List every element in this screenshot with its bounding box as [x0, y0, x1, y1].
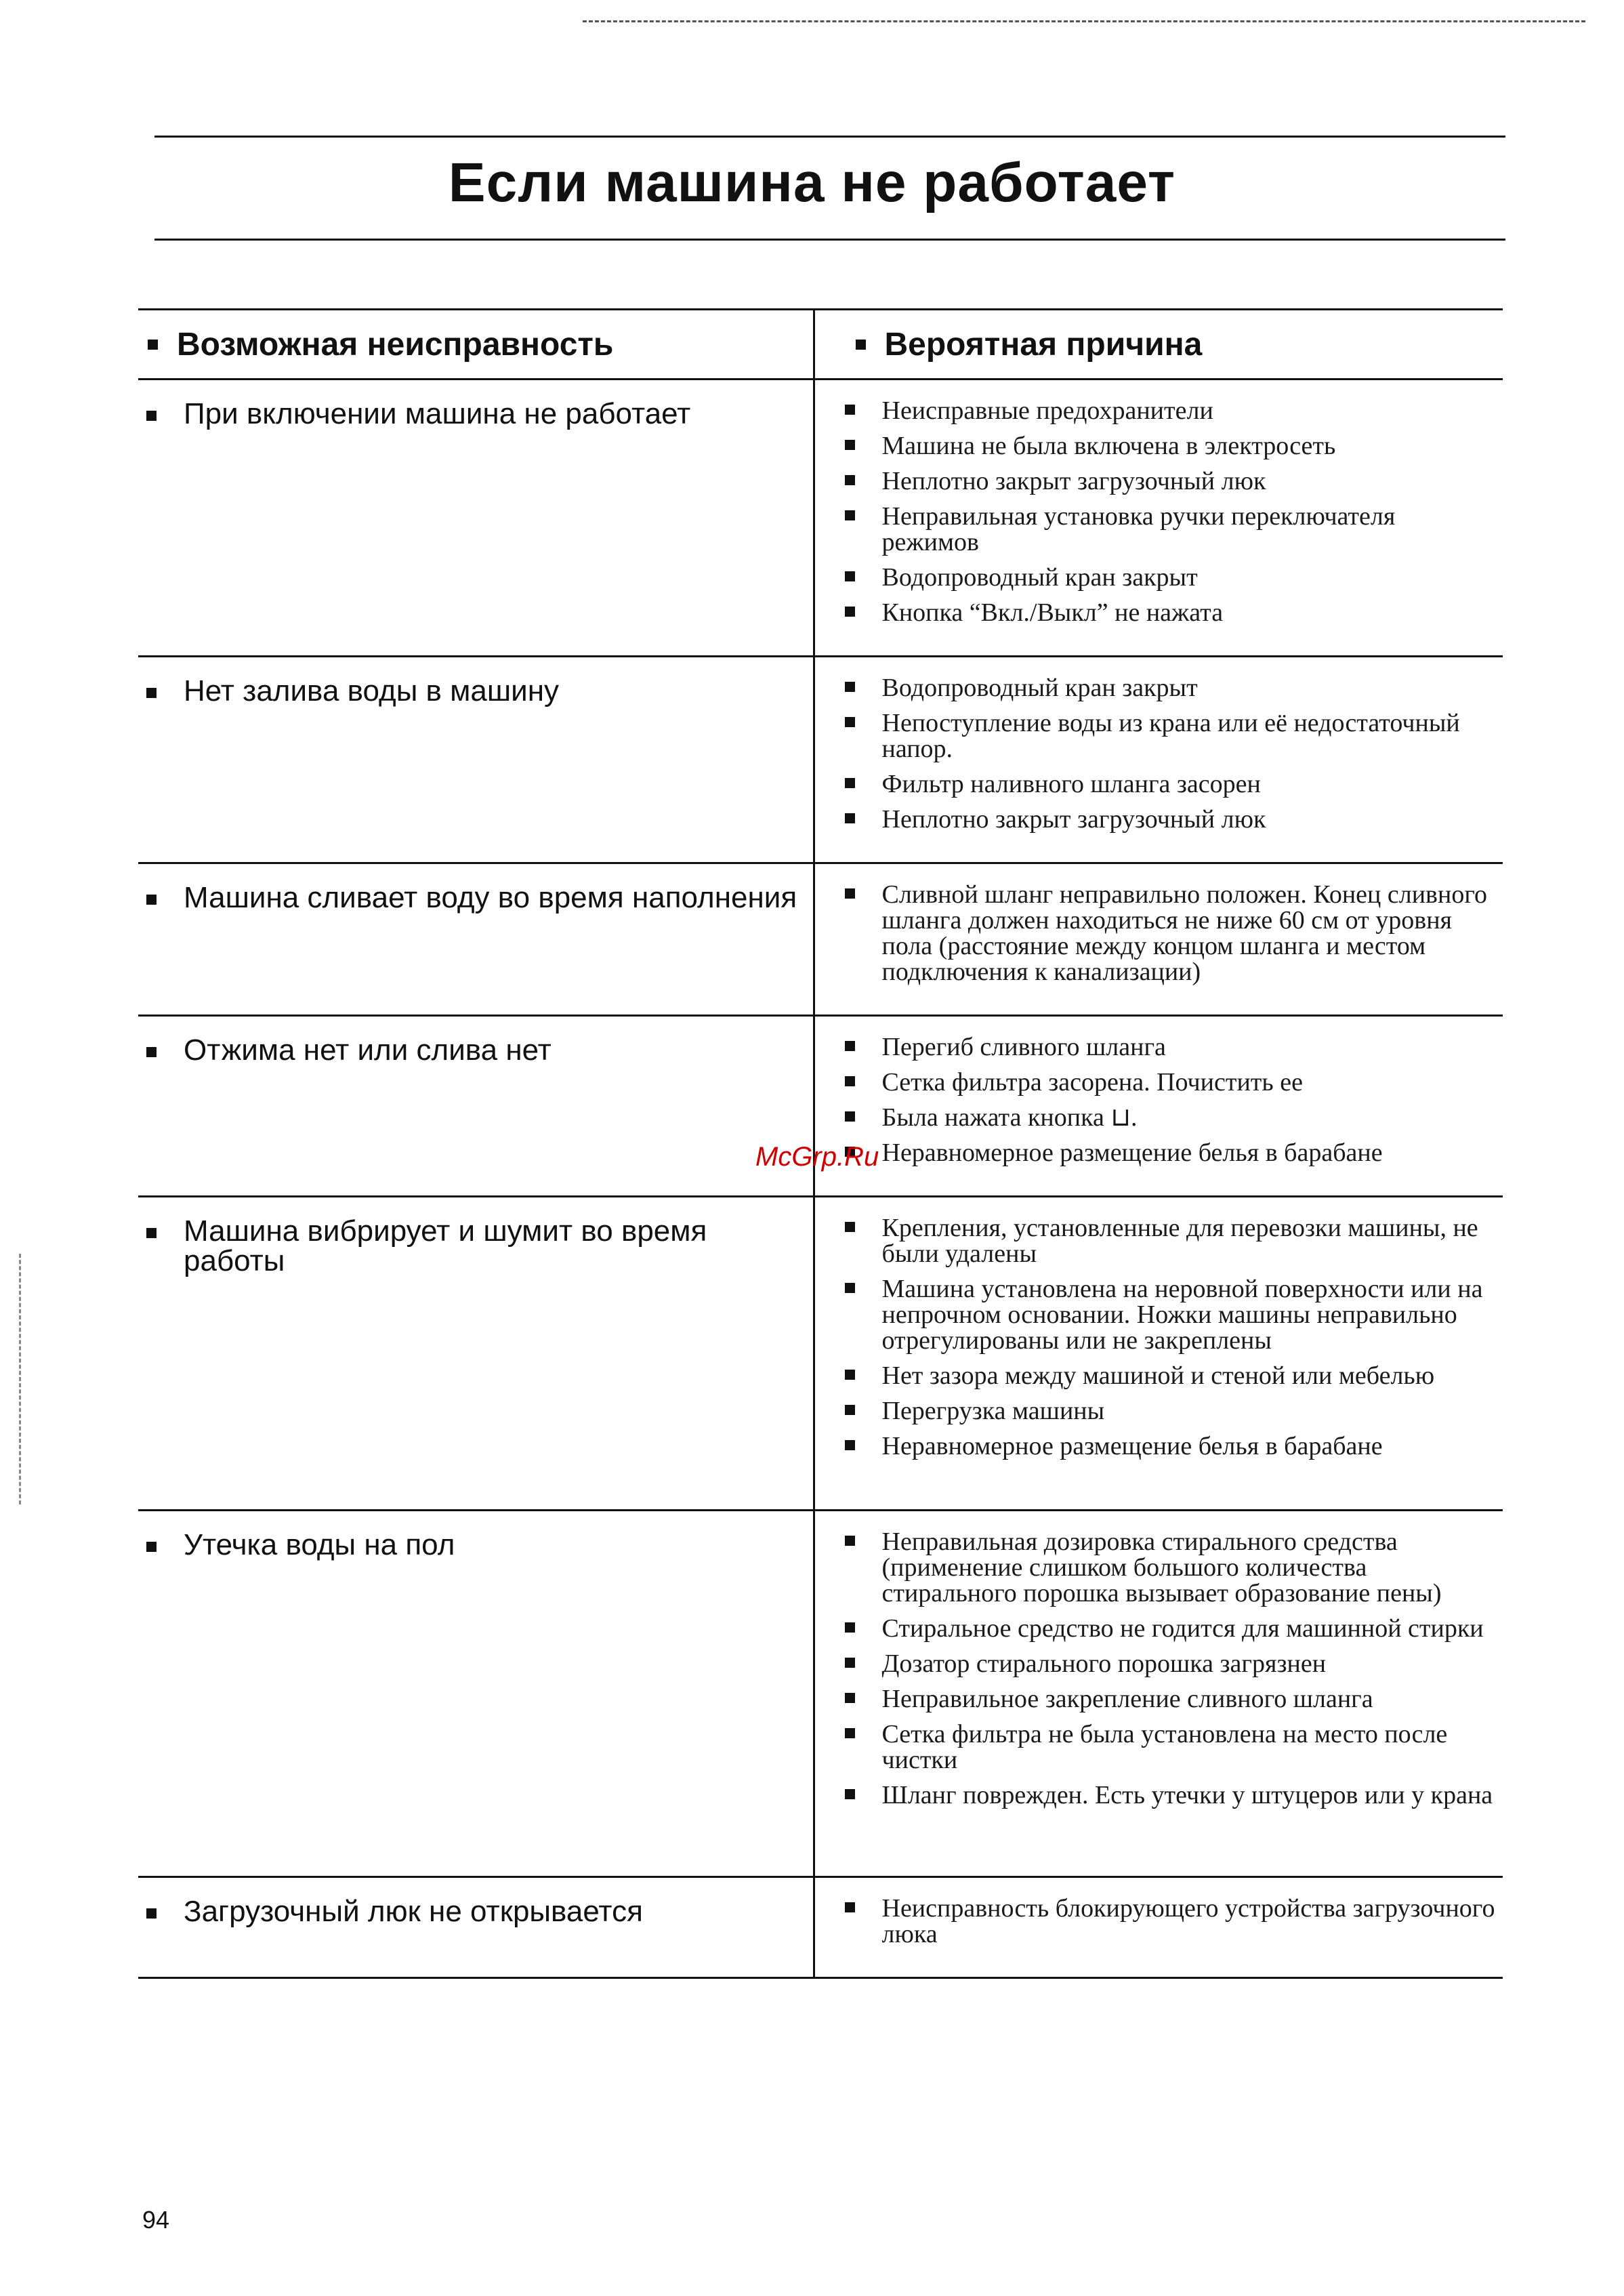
bullet-square-icon: [845, 440, 855, 450]
cause-item: Машина не была включена в электросеть: [845, 433, 1497, 459]
cause-cell: [814, 1016, 1503, 1197]
bullet-square-icon: [845, 1041, 855, 1051]
fault-cell: [138, 863, 814, 1016]
cause-cell: [814, 863, 1503, 1016]
page-number: 94: [142, 2206, 170, 2234]
table-row: [138, 863, 1503, 1016]
cause-item: Водопроводный кран закрыт: [845, 675, 1497, 701]
bullet-square-icon: [146, 1908, 157, 1919]
cause-cell: [814, 657, 1503, 863]
cause-cell: [814, 1197, 1503, 1511]
bullet-square-icon: [856, 340, 866, 350]
cause-item: Крепления, установленные для перевозки машины, не были удалены: [845, 1215, 1497, 1267]
bullet-square-icon: [845, 888, 855, 899]
cause-item: Водопроводный кран закрыт: [845, 565, 1497, 590]
watermark: McGrp.Ru: [755, 1142, 879, 1172]
cause-item: Неравномерное размещение белья в барабане: [845, 1140, 1497, 1166]
table-header-row: [138, 310, 1503, 380]
bullet-square-icon: [845, 682, 855, 692]
bullet-square-icon: [845, 571, 855, 581]
title-rule-bottom: [154, 239, 1505, 241]
fault-cell: [138, 1877, 814, 1978]
table-row: [138, 1511, 1503, 1877]
header-fault-label: Возможная неисправность: [177, 326, 614, 363]
cause-item: Перегрузка машины: [845, 1398, 1497, 1424]
cause-item: Сетка фильтра засорена. Почистить ее: [845, 1069, 1497, 1095]
cause-item: Неисправность блокирующего устройства загрузочного люка: [845, 1895, 1497, 1947]
bullet-square-icon: [845, 1622, 855, 1633]
bullet-square-icon: [845, 1370, 855, 1380]
title-rule-top: [154, 136, 1505, 138]
cause-item: Была нажата кнопка ⊔.: [845, 1105, 1497, 1130]
bullet-square-icon: [146, 1047, 157, 1057]
cause-cell: [814, 1511, 1503, 1877]
fault-cell: [138, 657, 814, 863]
cause-cell: [814, 380, 1503, 657]
fault-cell: [138, 1197, 814, 1511]
bullet-square-icon: [845, 475, 855, 485]
fault-text: При включении машина не работает: [184, 397, 691, 430]
bullet-square-icon: [845, 1693, 855, 1703]
fault-cell: [138, 1511, 814, 1877]
bullet-square-icon: [845, 1076, 855, 1086]
table-row: [138, 380, 1503, 657]
fault-text: Машина вибрирует и шумит во время работы: [184, 1214, 707, 1277]
cause-item: Неравномерное размещение белья в барабане: [845, 1433, 1497, 1459]
cause-item: Сливной шланг неправильно положен. Конец сливного шланга должен находиться не ниже 60 см от уровня пола (расстояние между концом шланга и местом подключения к канализации): [845, 882, 1497, 985]
fault-text: Утечка воды на пол: [184, 1528, 455, 1561]
cause-item: Шланг поврежден. Есть утечки у штуцеров или у крана: [845, 1782, 1497, 1808]
bullet-square-icon: [845, 607, 855, 617]
fault-text: Загрузочный люк не открывается: [184, 1895, 643, 1928]
cause-item: Фильтр наливного шланга засорен: [845, 771, 1497, 797]
bullet-square-icon: [845, 1789, 855, 1799]
page-title: Если машина не работает: [448, 152, 1176, 213]
bullet-square-icon: [845, 717, 855, 727]
binding-marks: [19, 1254, 21, 1504]
bullet-square-icon: [845, 1728, 855, 1738]
bullet-square-icon: [845, 778, 855, 788]
cause-item: Перегиб сливного шланга: [845, 1034, 1497, 1060]
table-row: [138, 1877, 1503, 1978]
fault-text: Нет залива воды в машину: [184, 674, 560, 708]
bullet-square-icon: [146, 895, 157, 905]
bullet-square-icon: [146, 1542, 157, 1552]
fault-text: Отжима нет или слива нет: [184, 1033, 551, 1067]
bullet-square-icon: [845, 1222, 855, 1232]
bullet-square-icon: [845, 405, 855, 415]
cause-item: Нет зазора между машиной и стеной или мебелью: [845, 1363, 1497, 1389]
cause-item: Кнопка “Вкл./Выкл” не нажата: [845, 600, 1497, 626]
bullet-square-icon: [845, 1902, 855, 1912]
bullet-square-icon: [845, 1283, 855, 1293]
fault-text: Машина сливает воду во время наполнения: [184, 881, 797, 914]
bullet-square-icon: [845, 813, 855, 823]
bullet-square-icon: [845, 510, 855, 520]
table-row: [138, 657, 1503, 863]
bullet-square-icon: [845, 1536, 855, 1546]
header-cause-label: Вероятная причина: [884, 326, 1203, 363]
bullet-square-icon: [845, 1440, 855, 1450]
cause-item: Неправильная установка ручки переключателя режимов: [845, 504, 1497, 555]
bullet-square-icon: [845, 1658, 855, 1668]
cause-item: Непоступление воды из крана или её недостаточный напор.: [845, 710, 1497, 762]
cause-item: Дозатор стирального порошка загрязнен: [845, 1651, 1497, 1677]
cause-item: Неплотно закрыт загрузочный люк: [845, 806, 1497, 832]
table-row: [138, 1197, 1503, 1511]
cause-item: Неплотно закрыт загрузочный люк: [845, 468, 1497, 494]
cause-item: Сетка фильтра не была установлена на место после чистки: [845, 1721, 1497, 1773]
bullet-square-icon: [148, 340, 158, 350]
bullet-square-icon: [146, 1228, 157, 1238]
cause-cell: [814, 1877, 1503, 1978]
bullet-square-icon: [146, 411, 157, 421]
cause-item: Неправильное закрепление сливного шланга: [845, 1686, 1497, 1712]
bullet-square-icon: [845, 1405, 855, 1415]
cause-item: Машина установлена на неровной поверхности или на непрочном основании. Ножки машины неправильно отрегулированы или не закреплены: [845, 1276, 1497, 1353]
cause-item: Неисправные предохранители: [845, 398, 1497, 424]
top-dashed-rule: [583, 20, 1585, 22]
header-cause: [814, 310, 1503, 380]
bullet-square-icon: [845, 1111, 855, 1122]
fault-cell: [138, 1016, 814, 1197]
fault-cell: [138, 380, 814, 657]
header-fault: [138, 310, 814, 380]
bullet-square-icon: [146, 688, 157, 698]
cause-item: Неправильная дозировка стирального средства (применение слишком большого количества стирального порошка вызывает образование пены): [845, 1529, 1497, 1606]
cause-item: Стиральное средство не годится для машинной стирки: [845, 1616, 1497, 1641]
